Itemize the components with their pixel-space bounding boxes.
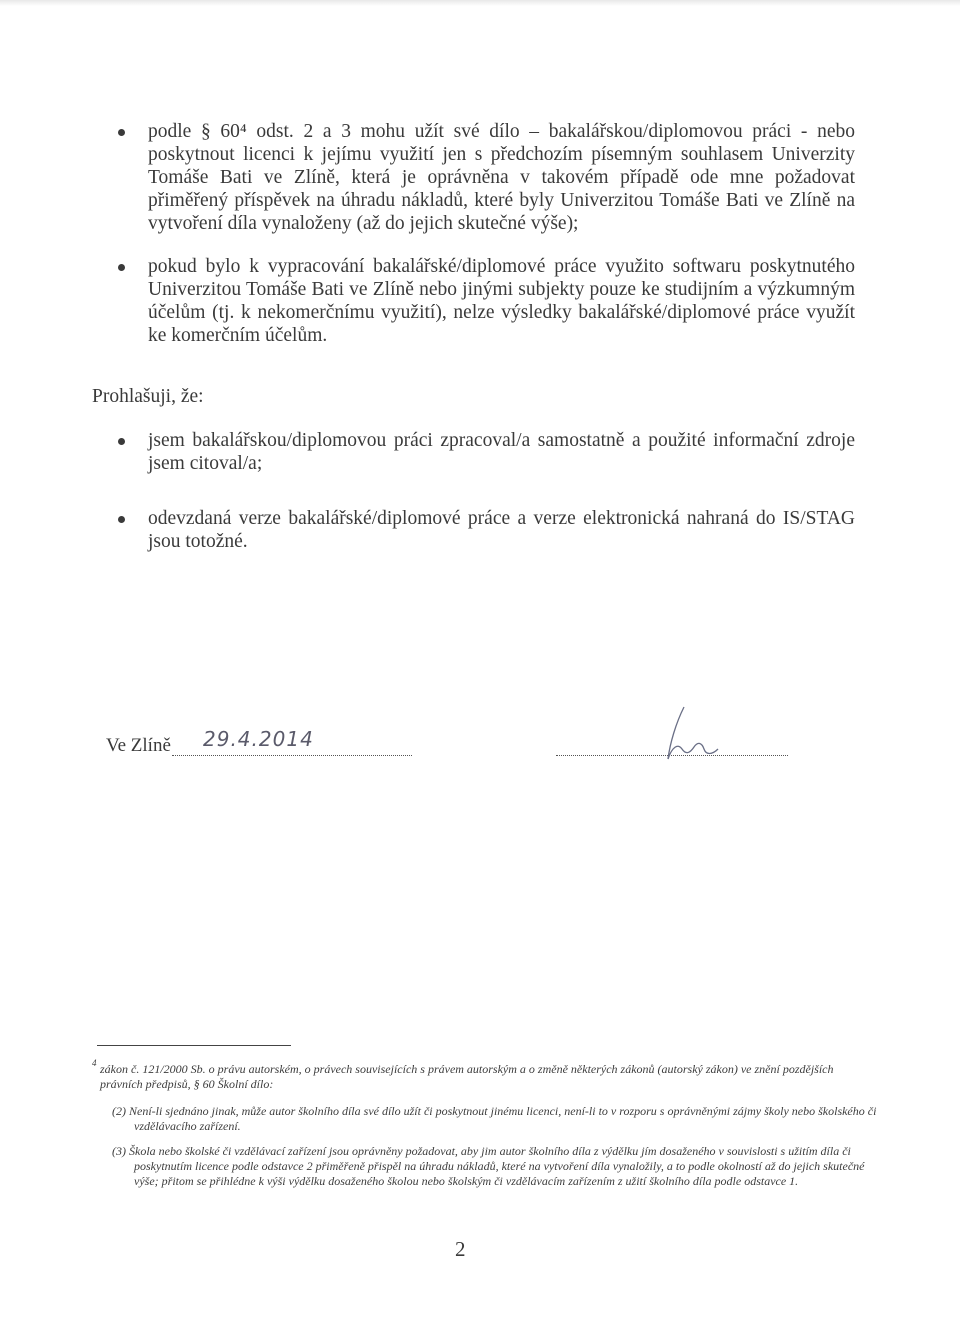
bullet-icon: [118, 516, 125, 523]
handwritten-date: 29.4.2014: [203, 727, 314, 751]
bullet-icon: [118, 264, 125, 271]
signature-block: [106, 727, 856, 775]
bullet-icon: [118, 129, 125, 136]
list-item: [110, 429, 855, 475]
paragraph-text: odevzdaná verze bakalářské/diplomové práce a verze elektronická nahraná do IS/STAG jsou totožné.: [148, 508, 855, 552]
footnote-divider: [97, 1045, 291, 1046]
date-line: [172, 755, 412, 756]
list-item: [110, 120, 855, 235]
paragraph-text: podle § 60⁴ odst. 2 a 3 mohu užít své dílo – bakalářskou/diplomovou práci - nebo poskytnout licenci k jejímu využití jen s předchozím písemným souhlasem Univerzity Tomáše Bati ve Zlíně, která je oprávněna v takovém případě ode mne požadovat přiměřený příspěvek na úhradu nákladů, které byly Univerzitou Tomáše Bati ve Zlíně na vytvoření díla vynaloženy (až do jejich skutečné výše);: [148, 121, 855, 234]
place-label: Ve Zlíně: [106, 735, 171, 756]
paragraph-text: jsem bakalářskou/diplomovou práci zpracoval/a samostatně a použité informační zdroje jsem citoval/a;: [148, 430, 855, 474]
footnote-item-3: (3) Škola nebo školské či vzdělávací zařízení jsou oprávněny požadovat, aby jim autor školního díla z výdělku jím dosaženého v souvislosti s užitím díla či poskytnutím licence podle odstavce 2 přiměřeně přispěl na úhradu nákladů, které na vytvoření díla vynaložily, a to podle okolností až do jejich skutečné výše; přitom se přihlédne k výši výdělku dosaženého školou nebo školským či vzdělávacím zařízením z užití školního díla podle odstavce 1.: [112, 1144, 865, 1188]
list-item: [110, 255, 855, 347]
handwritten-signature: [646, 703, 726, 763]
bullet-icon: [118, 438, 125, 445]
footnote-marker: 4: [92, 1058, 97, 1068]
conditions-list: [110, 120, 855, 347]
declaration-heading: Prohlašuji, že:: [92, 386, 204, 407]
page-number: 2: [455, 1237, 466, 1261]
declaration-list: [110, 429, 855, 553]
footnote-item-2: (2) Není-li sjednáno jinak, může autor školního díla své dílo užít či poskytnout jinému licenci, není-li to v rozporu s oprávněnými zájmy školy nebo školského či vzdělávacího zařízení.: [112, 1104, 877, 1133]
footnote-main: [92, 1058, 850, 1092]
list-item: [110, 507, 855, 553]
paragraph-text: pokud bylo k vypracování bakalářské/diplomové práce využito softwaru poskytnutého Univerzitou Tomáše Bati ve Zlíně nebo jinými subjekty pouze ke studijním a výzkumným účelům (tj. k nekomerčnímu využití), nelze výsledky bakalářské/diplomové práce využít ke komerčním účelům.: [148, 256, 855, 346]
footnote-text: zákon č. 121/2000 Sb. o právu autorském, o právech souvisejících s právem autorským a o změně některých zákonů (autorský zákon) ve znění pozdějších právních předpisů, § 60 Školní dílo:: [100, 1062, 834, 1091]
